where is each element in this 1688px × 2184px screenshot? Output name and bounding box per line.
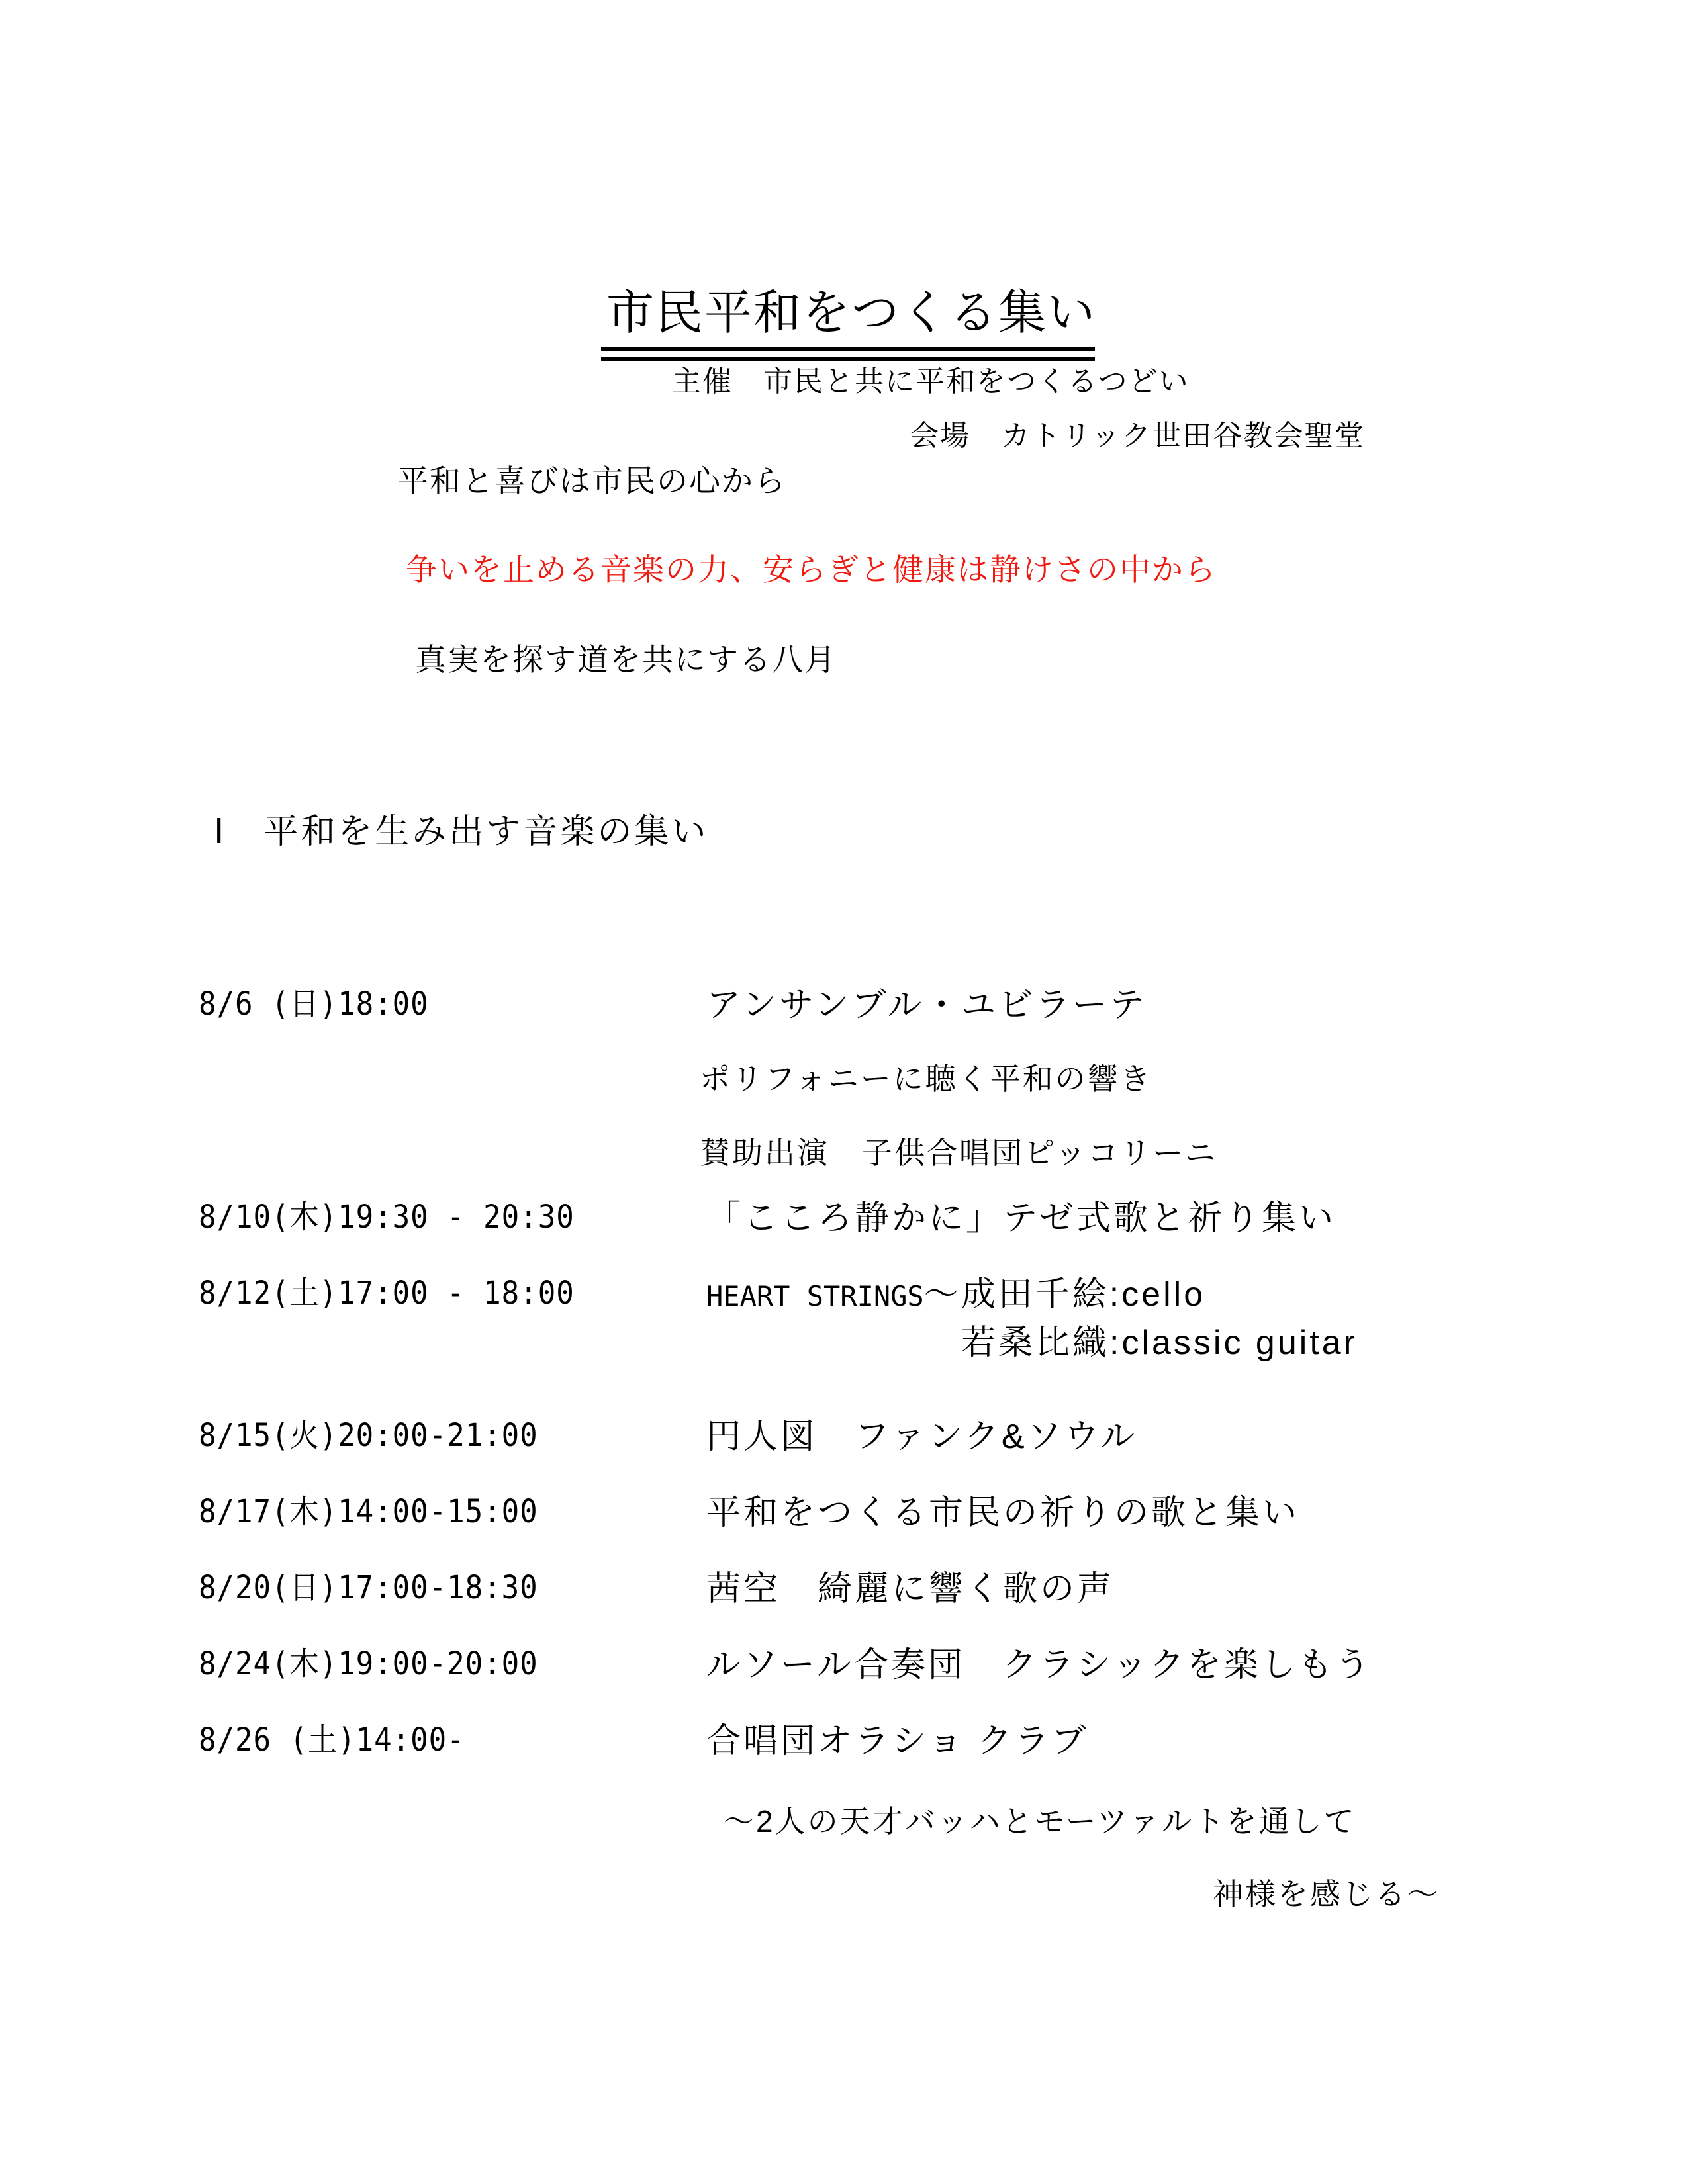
event-title-rest: ～成田千絵:cello xyxy=(923,1275,1206,1314)
event-date: 8/17(木)14:00-15:00 xyxy=(199,1493,538,1530)
slogan-truth: 真実を探す道を共にする八月 xyxy=(415,642,837,677)
event-title-latin: HEART STRINGS xyxy=(706,1280,924,1312)
event-note: 神様を感じる～ xyxy=(1213,1877,1440,1911)
section-1-heading: Ⅰ 平和を生み出す音楽の集い xyxy=(214,813,709,851)
event-note: 若桑比織:classic guitar xyxy=(961,1324,1358,1362)
event-date: 8/6 (日)18:00 xyxy=(199,985,429,1023)
event-title: 合唱団オラショ クラブ xyxy=(706,1722,1089,1760)
event-title: 平和をつくる市民の祈りの歌と集い xyxy=(706,1494,1300,1532)
event-title: 茜空 綺麗に響く歌の声 xyxy=(706,1570,1115,1608)
event-note: ポリフォニーに聴く平和の響き xyxy=(700,1062,1152,1096)
event-note: 賛助出演 子供合唱団ピッコリーニ xyxy=(700,1136,1218,1170)
event-title: 円人図 ファンク&ソウル xyxy=(706,1418,1138,1456)
event-date: 8/20(日)17:00-18:30 xyxy=(199,1569,538,1606)
event-title xyxy=(706,1275,1205,1315)
title-double-underline xyxy=(601,347,1095,361)
event-title: アンサンブル・ユビラーテ xyxy=(706,986,1147,1024)
event-title: ルソール合奏団 クラシックを楽しもう xyxy=(706,1646,1372,1684)
page-title: 市民平和をつくる集い xyxy=(606,287,1097,340)
event-date: 8/12(土)17:00 - 18:00 xyxy=(199,1275,575,1312)
event-note: ～2人の天才バッハとモーツァルトを通して xyxy=(724,1804,1356,1839)
slogan-peace-joy: 平和と喜びは市民の心から xyxy=(397,463,786,498)
event-date: 8/10(木)19:30 - 20:30 xyxy=(199,1199,575,1236)
venue-line: 会場 カトリック世田谷教会聖堂 xyxy=(910,420,1366,452)
organizer-line: 主催 市民と共に平和をつくるつどい xyxy=(672,365,1190,398)
event-date: 8/15(火)20:00-21:00 xyxy=(199,1417,538,1454)
event-date: 8/26 (土)14:00- xyxy=(199,1721,465,1758)
event-date: 8/24(木)19:00-20:00 xyxy=(199,1645,538,1682)
slogan-red-line: 争いを止める音楽の力、安らぎと健康は静けさの中から xyxy=(406,552,1217,587)
event-title: 「こころ静かに」テゼ式歌と祈り集い xyxy=(706,1199,1336,1238)
